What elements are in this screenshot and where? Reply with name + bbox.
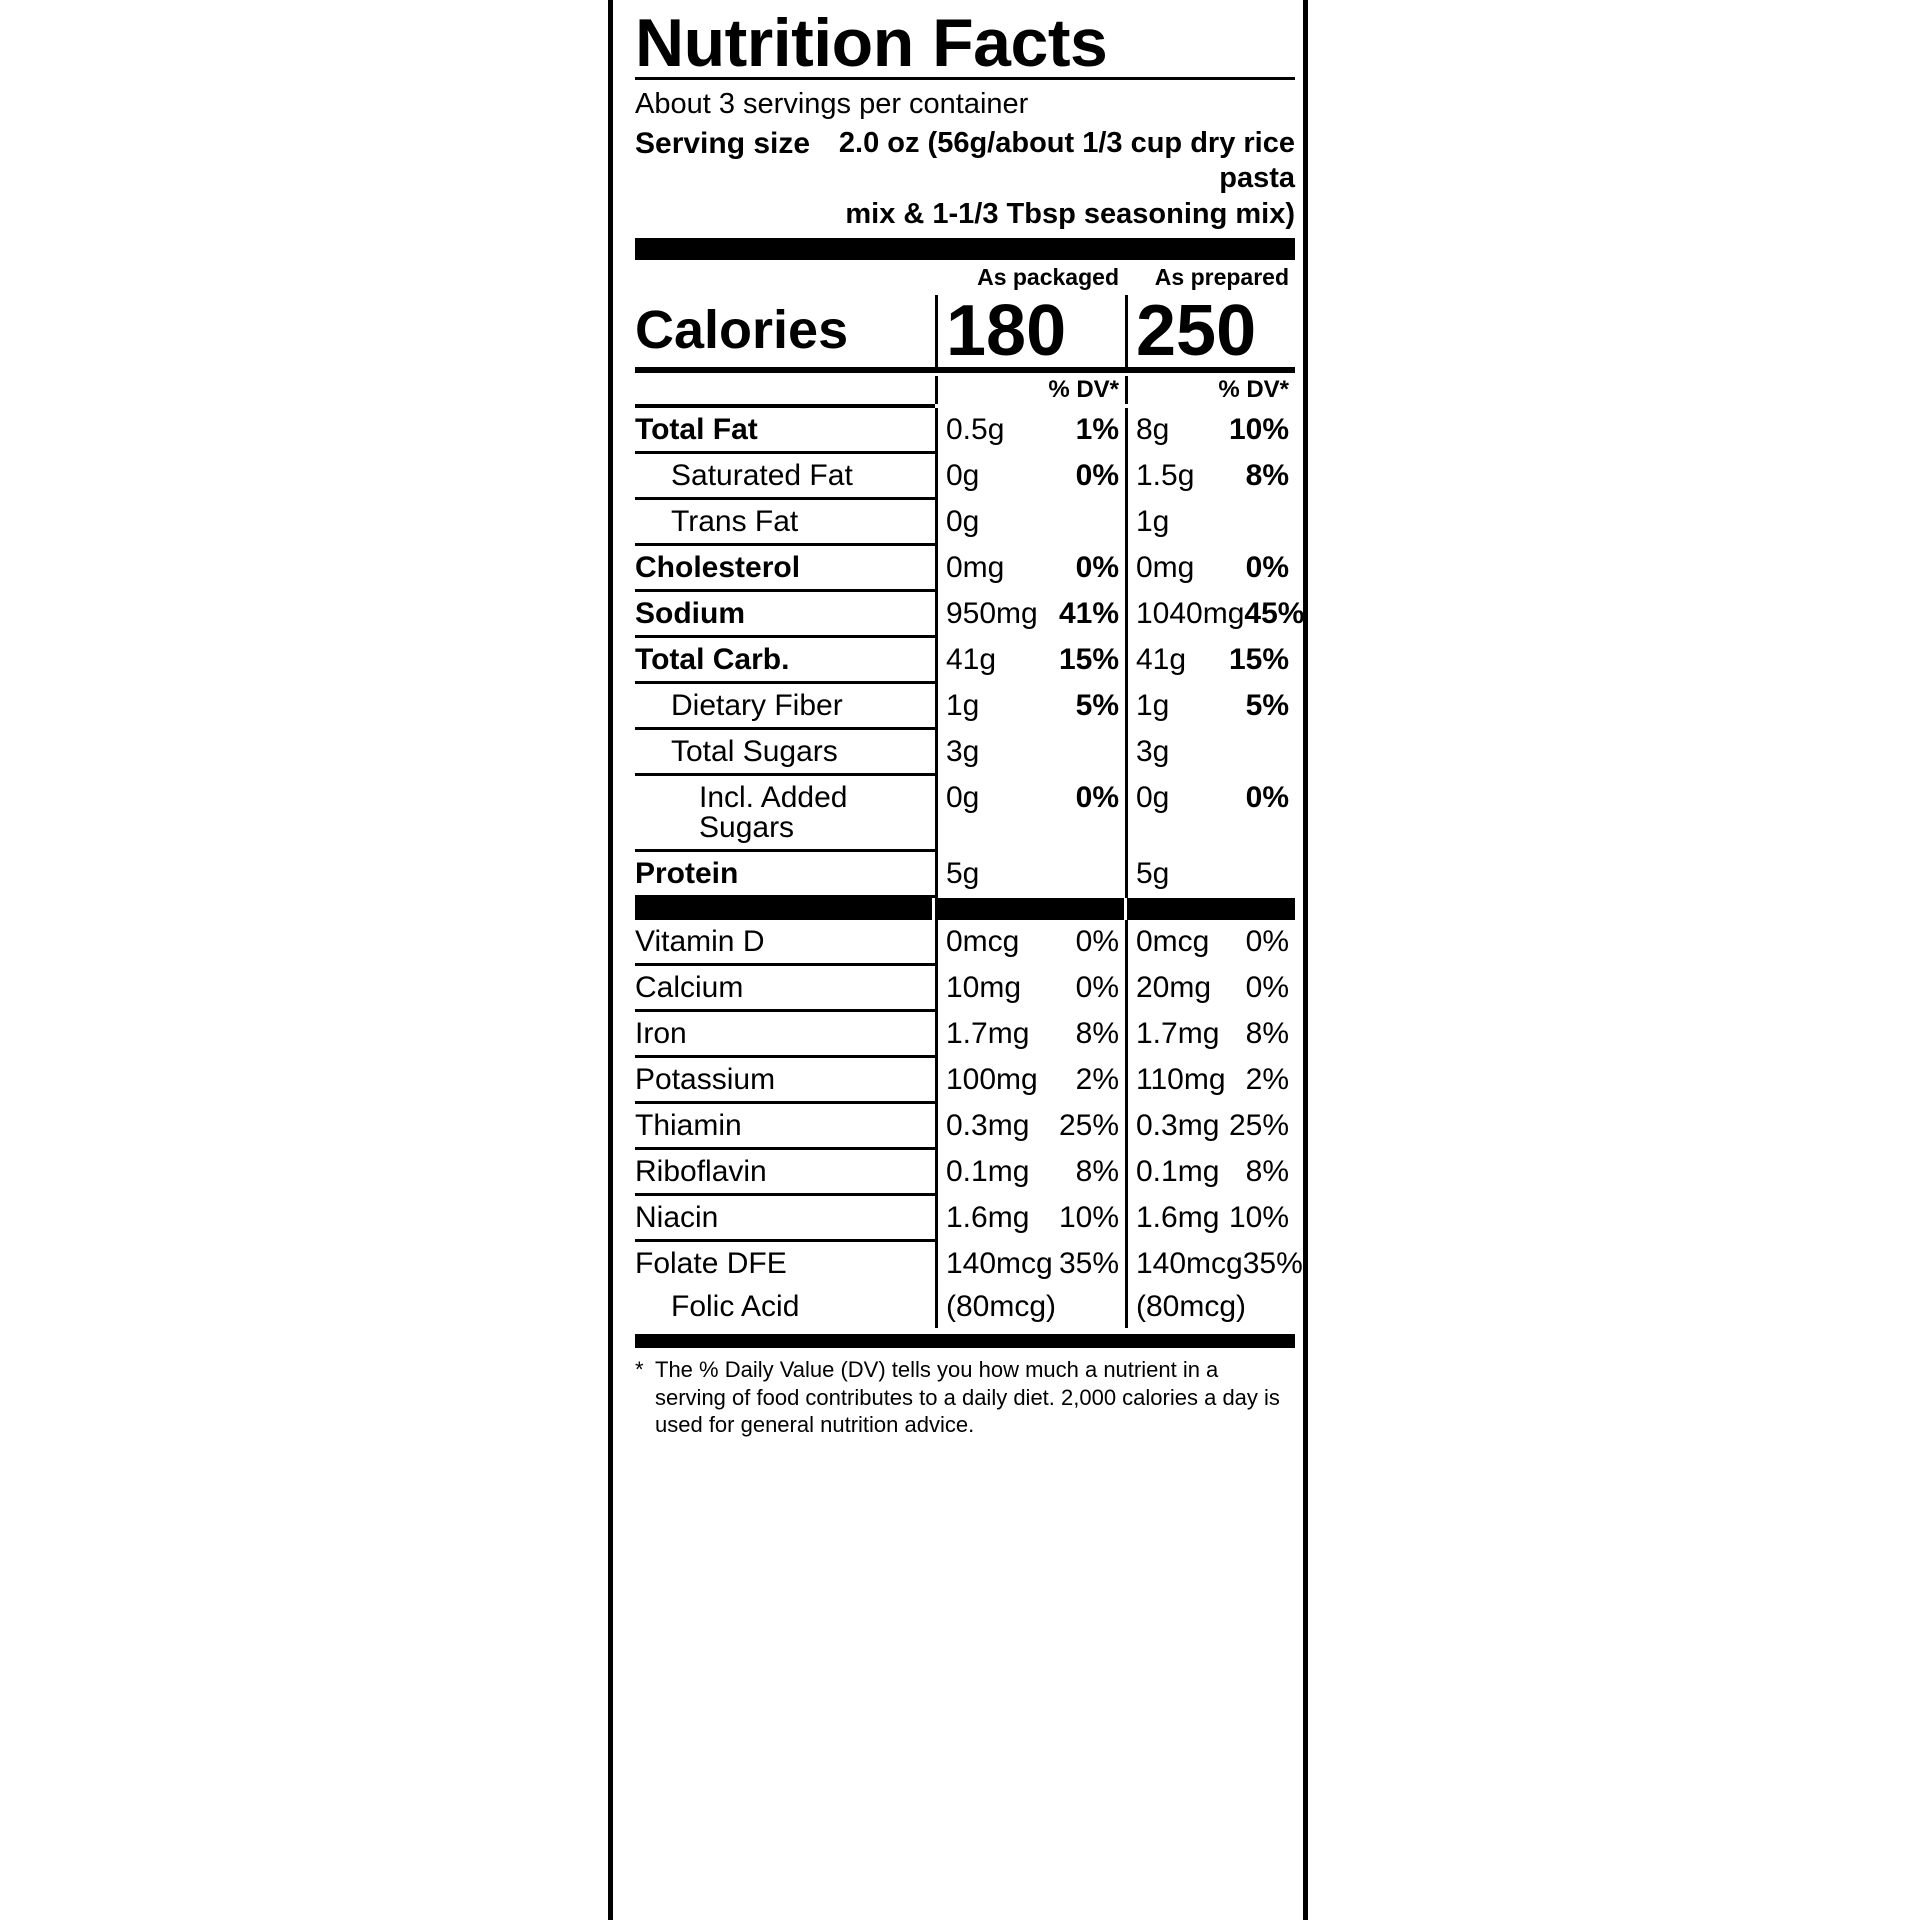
nutrient-daily-value: 45% bbox=[1244, 597, 1305, 630]
vitamin-as-prepared bbox=[1125, 1104, 1295, 1150]
vitamin-as-prepared bbox=[1125, 1150, 1295, 1196]
vitamin-as-packaged bbox=[935, 920, 1125, 966]
vitamin-amount: (80mcg) bbox=[946, 1290, 1057, 1323]
dv-header-spacer bbox=[635, 376, 935, 404]
vitamin-amount: 0.3mg bbox=[946, 1109, 1030, 1142]
vitamin-amount: 0.1mg bbox=[946, 1155, 1030, 1188]
nutrient-row bbox=[635, 500, 1295, 546]
vitamin-amount: 1.6mg bbox=[946, 1201, 1030, 1234]
nutrient-amount: 0g bbox=[1136, 781, 1170, 814]
vitamin-name: Iron bbox=[635, 1012, 935, 1058]
vitamin-amount: 20mg bbox=[1136, 971, 1212, 1004]
nutrient-amount: 0mg bbox=[946, 551, 1005, 584]
vitamin-as-prepared bbox=[1125, 1196, 1295, 1242]
vitamin-daily-value: 0% bbox=[1075, 971, 1119, 1004]
nutrient-amount: 1g bbox=[946, 689, 980, 722]
nutrient-daily-value: 15% bbox=[1228, 643, 1289, 676]
nutrition-facts-title: Nutrition Facts bbox=[635, 5, 1108, 81]
vitamin-as-packaged bbox=[935, 1150, 1125, 1196]
vitamin-as-prepared bbox=[1125, 1285, 1295, 1328]
nutrient-row bbox=[635, 454, 1295, 500]
vitamin-as-packaged bbox=[935, 966, 1125, 1012]
nutrient-daily-value: 0% bbox=[1245, 781, 1289, 814]
nutrient-as-prepared bbox=[1125, 684, 1295, 730]
nutrient-as-prepared bbox=[1125, 592, 1305, 638]
nutrient-as-packaged bbox=[935, 592, 1125, 638]
nutrient-amount: 0g bbox=[946, 459, 980, 492]
nutrient-as-packaged bbox=[935, 776, 1125, 852]
vitamin-as-prepared bbox=[1125, 1012, 1295, 1058]
nutrient-row bbox=[635, 546, 1295, 592]
vitamin-amount: 0mcg bbox=[946, 925, 1020, 958]
vitamin-daily-value: 8% bbox=[1245, 1017, 1289, 1050]
vitamin-daily-value: 2% bbox=[1245, 1063, 1289, 1096]
vitamin-amount: 100mg bbox=[946, 1063, 1038, 1096]
vitamin-daily-value: 2% bbox=[1075, 1063, 1119, 1096]
vitamin-daily-value: 10% bbox=[1228, 1201, 1289, 1234]
nutrient-daily-value: 5% bbox=[1075, 689, 1119, 722]
vitamin-amount: 10mg bbox=[946, 971, 1022, 1004]
nutrient-amount: 1g bbox=[1136, 505, 1170, 538]
nutrient-amount: 0g bbox=[946, 505, 980, 538]
dv-header-as-prepared: % DV* bbox=[1125, 376, 1295, 404]
vitamin-amount: 140mcg bbox=[1136, 1247, 1243, 1280]
nutrient-as-packaged bbox=[935, 852, 1125, 898]
nutrient-amount: 41g bbox=[1136, 643, 1187, 676]
nutrient-amount: 0g bbox=[946, 781, 980, 814]
vitamin-as-prepared bbox=[1125, 1058, 1295, 1104]
nutrient-as-packaged bbox=[935, 684, 1125, 730]
nutrient-name: Total Carb. bbox=[635, 638, 935, 684]
calories-as-prepared-value: 250 bbox=[1125, 295, 1295, 367]
vitamin-daily-value: 0% bbox=[1245, 971, 1289, 1004]
nutrient-amount: 0mg bbox=[1136, 551, 1195, 584]
vitamin-row bbox=[635, 1242, 1303, 1285]
vitamins-divider-seg1 bbox=[635, 898, 932, 920]
vitamin-row bbox=[635, 1104, 1295, 1150]
nutrient-as-prepared bbox=[1125, 454, 1295, 500]
nutrient-daily-value: 15% bbox=[1058, 643, 1119, 676]
vitamin-as-prepared bbox=[1125, 1242, 1303, 1285]
nutrient-amount: 0.5g bbox=[946, 413, 1005, 446]
vitamin-as-packaged bbox=[935, 1285, 1125, 1328]
nutrient-row bbox=[635, 776, 1295, 852]
nutrient-as-packaged bbox=[935, 454, 1125, 500]
nutrient-as-prepared bbox=[1125, 852, 1295, 898]
vitamin-as-prepared bbox=[1125, 920, 1295, 966]
vitamin-name: Thiamin bbox=[635, 1104, 935, 1150]
calories-divider-seg1 bbox=[635, 367, 935, 373]
nutrient-name: Total Sugars bbox=[635, 730, 935, 776]
nutrient-name: Incl. Added Sugars bbox=[635, 776, 935, 852]
vitamin-name: Niacin bbox=[635, 1196, 935, 1242]
vitamin-row bbox=[635, 920, 1295, 966]
nutrient-amount: 3g bbox=[946, 735, 980, 768]
footnote-text: The % Daily Value (DV) tells you how much a nutrient in a serving of food contributes to a daily diet. 2,000 calories a day is used for general nutrition advice. bbox=[655, 1357, 1280, 1437]
vitamin-as-packaged bbox=[935, 1012, 1125, 1058]
column-headers-row bbox=[635, 260, 1295, 291]
calories-row bbox=[635, 291, 1295, 371]
vitamin-amount: 0mcg bbox=[1136, 925, 1210, 958]
nutrient-as-prepared bbox=[1125, 500, 1295, 546]
nutrient-name: Protein bbox=[635, 852, 935, 898]
nutrient-as-prepared bbox=[1125, 408, 1295, 454]
nutrient-daily-value: 0% bbox=[1075, 551, 1119, 584]
nutrient-amount: 950mg bbox=[946, 597, 1038, 630]
vitamin-daily-value: 8% bbox=[1245, 1155, 1289, 1188]
nutrient-daily-value: 8% bbox=[1245, 459, 1289, 492]
vitamin-amount: 0.1mg bbox=[1136, 1155, 1220, 1188]
nutrient-daily-value: 0% bbox=[1245, 551, 1289, 584]
nutrient-name: Sodium bbox=[635, 592, 935, 638]
nutrient-amount: 5g bbox=[946, 857, 980, 890]
vitamin-row bbox=[635, 966, 1295, 1012]
serving-size-value bbox=[824, 126, 1295, 232]
vitamins-divider-seg3 bbox=[1127, 898, 1295, 920]
nutrition-facts-panel bbox=[608, 0, 1308, 1920]
dv-header-as-packaged: % DV* bbox=[935, 376, 1125, 404]
vitamin-as-packaged bbox=[935, 1058, 1125, 1104]
vitamin-amount: 1.6mg bbox=[1136, 1201, 1220, 1234]
vitamin-row bbox=[635, 1058, 1295, 1104]
calories-label: Calories bbox=[635, 300, 849, 360]
calories-divider-seg2 bbox=[935, 367, 1125, 373]
column-header-spacer bbox=[635, 264, 935, 291]
footnote bbox=[635, 1348, 1295, 1439]
nutrition-facts-inner bbox=[635, 0, 1305, 1439]
nutrient-name: Trans Fat bbox=[635, 500, 935, 546]
nutrient-daily-value: 10% bbox=[1228, 413, 1289, 446]
nutrient-amount: 1.5g bbox=[1136, 459, 1195, 492]
vitamin-amount: (80mcg) bbox=[1136, 1290, 1247, 1323]
vitamin-name: Calcium bbox=[635, 966, 935, 1012]
vitamin-amount: 1.7mg bbox=[946, 1017, 1030, 1050]
nutrient-amount: 3g bbox=[1136, 735, 1170, 768]
footnote-star: * bbox=[635, 1357, 644, 1382]
nutrient-row bbox=[635, 592, 1305, 638]
nutrient-as-packaged bbox=[935, 546, 1125, 592]
nutrient-row bbox=[635, 638, 1295, 684]
calories-divider-seg3 bbox=[1125, 367, 1295, 373]
footnote-divider-bar bbox=[635, 1334, 1295, 1348]
vitamin-row bbox=[635, 1150, 1295, 1196]
servings-per-container: About 3 servings per container bbox=[635, 87, 1029, 120]
vitamin-as-packaged bbox=[935, 1242, 1125, 1285]
thick-divider-top bbox=[635, 238, 1295, 260]
vitamin-daily-value: 8% bbox=[1075, 1155, 1119, 1188]
vitamin-row bbox=[635, 1285, 1295, 1328]
vitamin-name: Folate DFE bbox=[635, 1247, 787, 1280]
vitamin-name: Potassium bbox=[635, 1058, 935, 1104]
vitamin-daily-value: 10% bbox=[1058, 1201, 1119, 1234]
calories-as-packaged-value: 180 bbox=[935, 295, 1125, 367]
nutrient-amount: 41g bbox=[946, 643, 997, 676]
vitamin-daily-value: 35% bbox=[1058, 1247, 1119, 1280]
vitamins-divider-seg2 bbox=[935, 898, 1123, 920]
vitamin-name: Vitamin D bbox=[635, 920, 935, 966]
vitamin-amount: 110mg bbox=[1136, 1063, 1226, 1096]
column-header-as-prepared: As prepared bbox=[1154, 264, 1289, 290]
nutrient-as-prepared bbox=[1125, 546, 1295, 592]
vitamin-daily-value: 35% bbox=[1242, 1247, 1303, 1280]
vitamin-as-packaged bbox=[935, 1104, 1125, 1150]
nutrient-name: Saturated Fat bbox=[635, 454, 935, 500]
nutrient-name: Cholesterol bbox=[635, 546, 935, 592]
nutrient-as-packaged bbox=[935, 638, 1125, 684]
vitamin-as-prepared bbox=[1125, 966, 1295, 1012]
serving-size-label: Serving size bbox=[635, 126, 811, 160]
calories-divider bbox=[635, 367, 1295, 373]
nutrient-daily-value: 0% bbox=[1075, 781, 1119, 814]
serving-size-value-line2: mix & 1-1/3 Tbsp seasoning mix) bbox=[845, 197, 1295, 230]
vitamin-row bbox=[635, 1196, 1295, 1242]
vitamin-daily-value: 8% bbox=[1075, 1017, 1119, 1050]
nutrient-row bbox=[635, 852, 1295, 898]
nutrient-as-packaged bbox=[935, 408, 1125, 454]
nutrient-row bbox=[635, 730, 1295, 776]
serving-size-row bbox=[635, 124, 1295, 238]
nutrient-row bbox=[635, 684, 1295, 730]
nutrient-as-prepared bbox=[1125, 776, 1295, 852]
nutrient-amount: 1g bbox=[1136, 689, 1170, 722]
vitamin-daily-value: 0% bbox=[1245, 925, 1289, 958]
vitamin-name: Folic Acid bbox=[671, 1290, 800, 1323]
nutrient-as-packaged bbox=[935, 500, 1125, 546]
nutrient-daily-value: 5% bbox=[1245, 689, 1289, 722]
nutrient-daily-value: 41% bbox=[1058, 597, 1119, 630]
vitamin-as-packaged bbox=[935, 1196, 1125, 1242]
vitamin-daily-value: 25% bbox=[1228, 1109, 1289, 1142]
column-header-as-packaged: As packaged bbox=[977, 264, 1119, 290]
nutrient-name: Total Fat bbox=[635, 408, 935, 454]
vitamin-daily-value: 25% bbox=[1058, 1109, 1119, 1142]
daily-value-header-row bbox=[635, 373, 1295, 404]
nutrient-row bbox=[635, 408, 1295, 454]
nutrient-name: Dietary Fiber bbox=[635, 684, 935, 730]
nutrient-amount: 8g bbox=[1136, 413, 1170, 446]
nutrient-as-prepared bbox=[1125, 638, 1295, 684]
vitamin-rows bbox=[635, 920, 1303, 1328]
nutrient-rows bbox=[635, 408, 1305, 898]
vitamin-name: Riboflavin bbox=[635, 1150, 935, 1196]
nutrient-as-prepared bbox=[1125, 730, 1295, 776]
nutrient-amount: 5g bbox=[1136, 857, 1170, 890]
vitamin-daily-value: 0% bbox=[1075, 925, 1119, 958]
vitamins-divider-bar bbox=[635, 898, 1295, 920]
vitamin-row bbox=[635, 1012, 1295, 1058]
nutrient-daily-value: 0% bbox=[1075, 459, 1119, 492]
vitamin-amount: 140mcg bbox=[946, 1247, 1053, 1280]
serving-size-value-line1: 2.0 oz (56g/about 1/3 cup dry rice pasta bbox=[838, 126, 1295, 195]
nutrient-daily-value: 1% bbox=[1075, 413, 1119, 446]
nutrient-as-packaged bbox=[935, 730, 1125, 776]
vitamin-amount: 0.3mg bbox=[1136, 1109, 1220, 1142]
nutrient-amount: 1040mg bbox=[1136, 597, 1245, 630]
vitamin-amount: 1.7mg bbox=[1136, 1017, 1220, 1050]
